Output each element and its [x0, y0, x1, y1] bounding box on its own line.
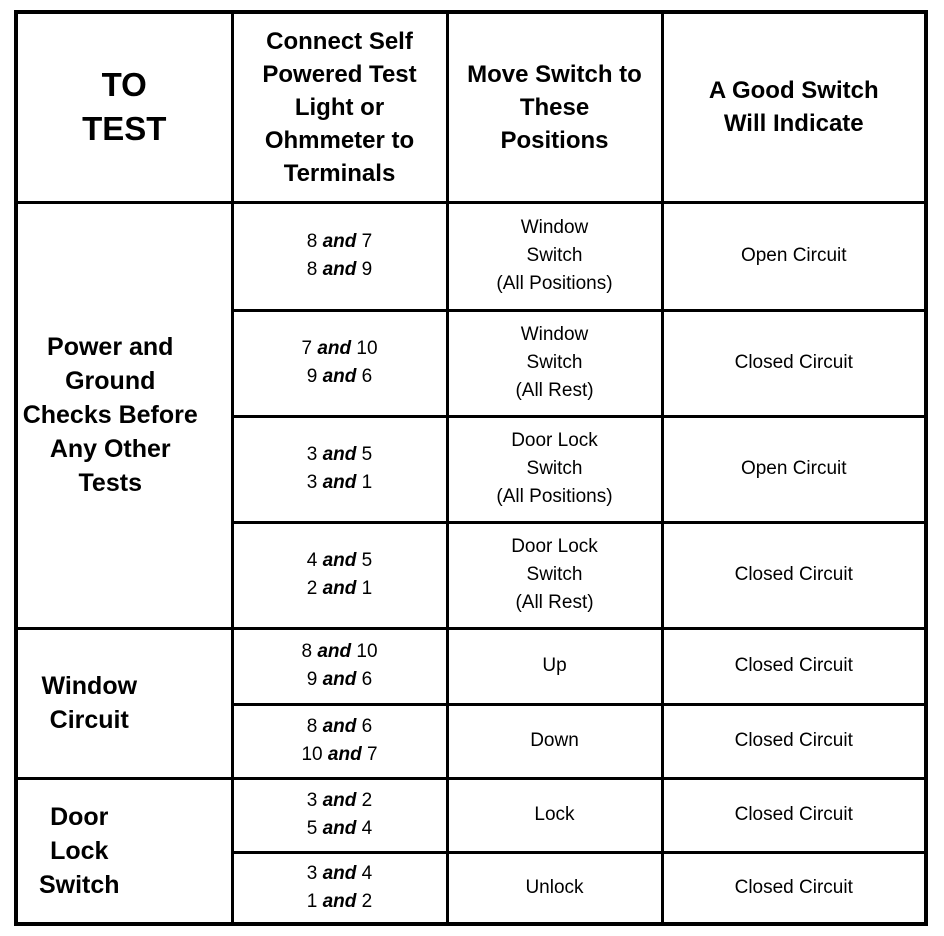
position-cell: Up	[447, 628, 662, 704]
result-cell: Closed Circuit	[662, 778, 926, 852]
group-label-power-ground: Power and Ground Checks Before Any Other Tests	[16, 202, 232, 628]
header-good-switch-indicates: A Good Switch Will Indicate	[662, 12, 926, 202]
result-cell: Closed Circuit	[662, 704, 926, 778]
header-move-switch: Move Switch to These Positions	[447, 12, 662, 202]
header-connect-terminals: Connect Self Powered Test Light or Ohmmeter to Terminals	[232, 12, 447, 202]
terminals-cell: 4 and 5 2 and 1	[232, 522, 447, 628]
result-cell: Closed Circuit	[662, 522, 926, 628]
header-row	[16, 12, 926, 202]
table-row	[16, 628, 926, 704]
switch-test-table	[14, 10, 928, 926]
terminals-cell: 7 and 10 9 and 6	[232, 310, 447, 416]
position-cell: Door Lock Switch (All Rest)	[447, 522, 662, 628]
terminals-cell: 3 and 5 3 and 1	[232, 416, 447, 522]
terminals-cell: 3 and 2 5 and 4	[232, 778, 447, 852]
group-label-door-lock-switch: Door Lock Switch	[16, 778, 232, 924]
position-cell: Window Switch (All Rest)	[447, 310, 662, 416]
position-cell: Unlock	[447, 852, 662, 924]
position-cell: Window Switch (All Positions)	[447, 202, 662, 310]
header-to-test: TO TEST	[16, 12, 232, 202]
table-row	[16, 778, 926, 852]
position-cell: Lock	[447, 778, 662, 852]
terminals-cell: 8 and 6 10 and 7	[232, 704, 447, 778]
result-cell: Closed Circuit	[662, 852, 926, 924]
result-cell: Open Circuit	[662, 416, 926, 522]
terminals-cell: 3 and 4 1 and 2	[232, 852, 447, 924]
terminals-cell: 8 and 10 9 and 6	[232, 628, 447, 704]
result-cell: Open Circuit	[662, 202, 926, 310]
result-cell: Closed Circuit	[662, 310, 926, 416]
position-cell: Down	[447, 704, 662, 778]
position-cell: Door Lock Switch (All Positions)	[447, 416, 662, 522]
table-row	[16, 202, 926, 310]
group-label-window-circuit: Window Circuit	[16, 628, 232, 778]
result-cell: Closed Circuit	[662, 628, 926, 704]
terminals-cell: 8 and 7 8 and 9	[232, 202, 447, 310]
